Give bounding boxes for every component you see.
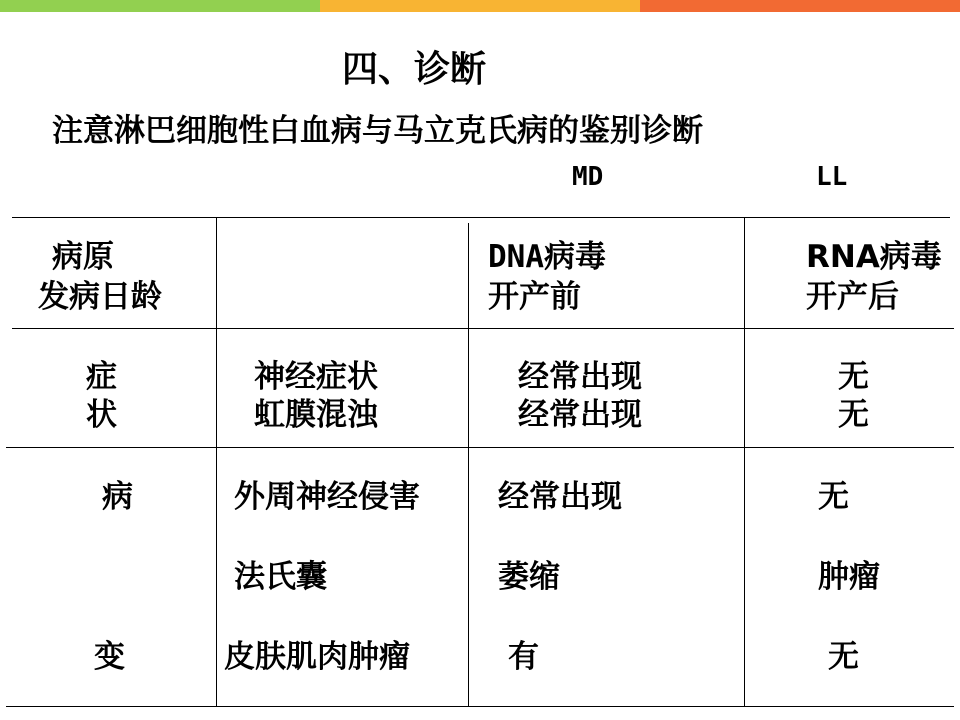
ll-neuro-symptom: 无 <box>838 359 869 395</box>
slide-subtitle: 注意淋巴细胞性白血病与马立克氏病的鉴别诊断 <box>52 113 703 149</box>
ll-iris-turbidity: 无 <box>838 397 869 433</box>
ll-peripheral-nerve: 无 <box>818 479 849 515</box>
item-neuro-symptom: 神经症状 <box>254 359 378 395</box>
table-row-divider-2 <box>6 447 954 448</box>
table-bottom-border <box>6 706 954 707</box>
side-label-symptom-1: 症 <box>86 359 117 395</box>
top-bar-orange <box>320 0 640 12</box>
column-header-md: MD <box>572 162 604 192</box>
table-top-border <box>12 217 950 218</box>
ll-onset-age: 开产后 <box>806 279 899 315</box>
md-iris-turbidity: 经常出现 <box>518 397 642 433</box>
slide-title: 四、诊断 <box>342 49 487 90</box>
side-label-lesion-1: 病 <box>102 479 133 515</box>
md-skin-muscle-tumor: 有 <box>508 639 539 675</box>
side-label-lesion-2: 变 <box>94 639 125 675</box>
md-peripheral-nerve: 经常出现 <box>498 479 622 515</box>
top-bar-green <box>0 0 320 12</box>
md-bursa: 萎缩 <box>498 559 560 595</box>
md-onset-age: 开产前 <box>488 279 581 315</box>
table-row-divider-1 <box>12 328 954 329</box>
side-label-symptom-2: 状 <box>86 397 117 433</box>
table-column-divider-3 <box>744 217 745 706</box>
ll-skin-muscle-tumor: 无 <box>828 639 859 675</box>
item-bursa: 法氏囊 <box>234 559 327 595</box>
md-pathogen <box>488 239 606 275</box>
table-column-divider-2 <box>468 223 469 706</box>
md-neuro-symptom: 经常出现 <box>518 359 642 395</box>
item-peripheral-nerve: 外周神经侵害 <box>234 479 420 515</box>
item-skin-muscle-tumor: 皮肤肌肉肿瘤 <box>224 639 410 675</box>
table-column-divider-1 <box>216 217 217 706</box>
row-label-onset-age: 发病日龄 <box>38 279 162 315</box>
item-iris-turbidity: 虹膜混浊 <box>254 397 378 433</box>
top-bar-red <box>640 0 960 12</box>
ll-pathogen: RNA病毒 <box>806 239 942 275</box>
md-pathogen-code: DNA病毒 <box>488 239 606 275</box>
ll-bursa: 肿瘤 <box>818 559 880 595</box>
column-header-ll: LL <box>816 162 848 192</box>
row-label-pathogen: 病原 <box>52 239 114 275</box>
top-color-bar <box>0 0 960 12</box>
